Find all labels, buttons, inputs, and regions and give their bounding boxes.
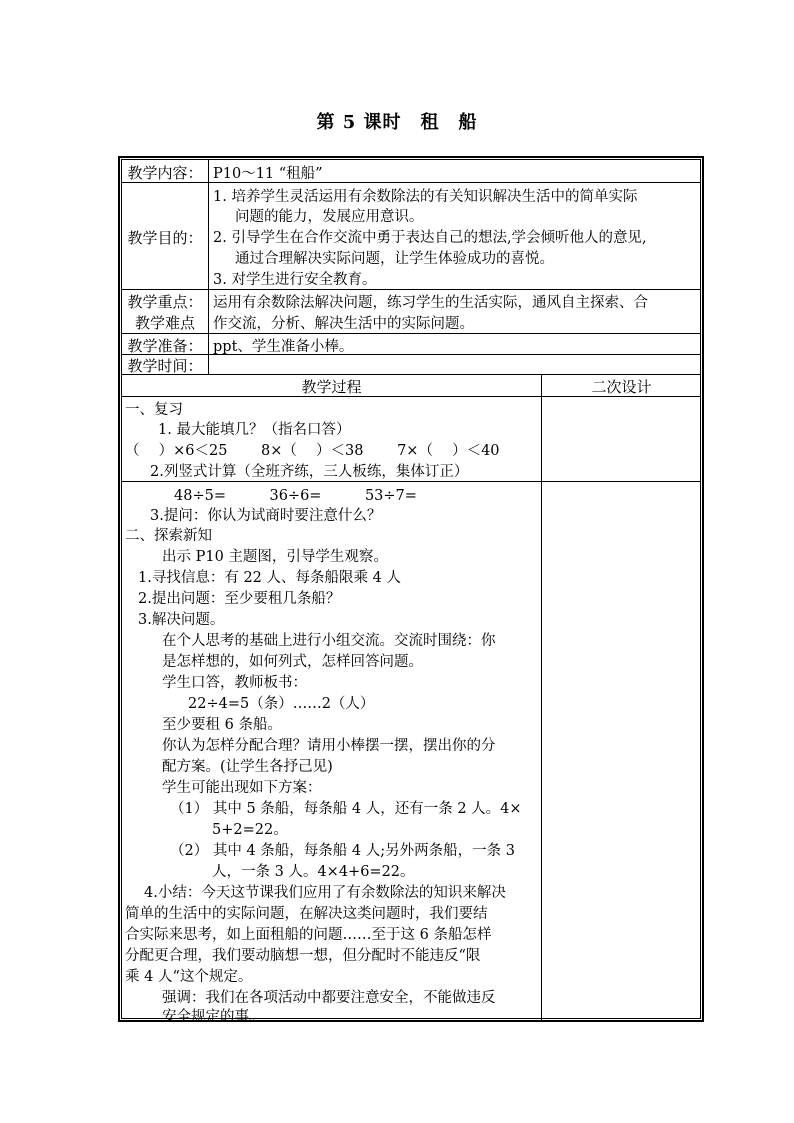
process-line: 学生口答，教师板书： bbox=[162, 675, 307, 691]
process-line: 人，一条 3 人。4×4+6=22。 bbox=[212, 864, 415, 880]
process-line: 3.解决问题。 bbox=[138, 612, 225, 628]
process-line: 4.小结：今天这节课我们应用了有余数除法的知识来解决 bbox=[144, 885, 506, 901]
objective-line: 3. 对学生进行安全教育。 bbox=[213, 272, 377, 288]
process-line: 3.提问：你认为试商时要注意什么？ bbox=[150, 508, 382, 524]
second-design-header: 二次设计 bbox=[591, 378, 652, 396]
content-label: 教学内容： bbox=[127, 164, 203, 182]
key-points-line: 作交流，分析、解决生活中的实际问题。 bbox=[213, 316, 474, 332]
process-line: 安全规定的事。 bbox=[162, 1009, 264, 1025]
process-line: 1.寻找信息：有 22 人、每条船限乘 4 人 bbox=[138, 570, 401, 586]
process-line: 二、探索新知 bbox=[125, 528, 212, 544]
process-line: 你认为怎样分配合理？请用小棒摆一摆，摆出你的分 bbox=[162, 738, 496, 754]
process-line: 合实际来思考，如上面租船的问题……至于这 6 条船怎样 bbox=[125, 927, 492, 943]
process-line: 22÷4=5（条）……2（人） bbox=[188, 696, 375, 712]
lesson-plan-table bbox=[121, 159, 701, 1025]
content-value: P10～11 “租船” bbox=[213, 166, 323, 182]
process-line: 分配更合理，我们要动脑想一想，但分配时不能违反“限 bbox=[125, 948, 481, 964]
process-line: 一、复习 bbox=[125, 402, 183, 418]
objectives-label: 教学目的： bbox=[127, 229, 203, 247]
process-line: 学生可能出现如下方案： bbox=[162, 780, 322, 796]
process-line: 出示 P10 主题图，引导学生观察。 bbox=[162, 549, 388, 565]
page-title: 第 5 课时 租 船 bbox=[316, 112, 478, 133]
process-line: 5+2=22。 bbox=[212, 822, 288, 838]
process-header: 教学过程 bbox=[301, 378, 362, 396]
process-line: 在个人思考的基础上进行小组交流。交流时围绕：你 bbox=[162, 633, 496, 649]
process-line: 2.列竖式计算（全班齐练，三人板练，集体订正） bbox=[150, 464, 469, 480]
process-line: 简单的生活中的实际问题，在解决这类问题时，我们要结 bbox=[125, 906, 488, 922]
process-line: 2.提出问题：至少要租几条船？ bbox=[138, 591, 341, 607]
objective-line: 通过合理解决实际问题，让学生体验成功的喜悦。 bbox=[235, 251, 554, 267]
process-line: （1） 其中 5 条船，每条船 4 人，还有一条 2 人。4× bbox=[170, 801, 522, 817]
label-column-divider bbox=[208, 160, 209, 374]
process-line: 配方案。(让学生各抒己见) bbox=[162, 759, 333, 775]
process-line: 1. 最大能填几？（指名口答） bbox=[158, 422, 351, 438]
design-column-divider bbox=[541, 374, 542, 1020]
process-line: 强调：我们在各项活动中都要注意安全，不能做违反 bbox=[162, 990, 496, 1006]
difficulties-label: 教学难点 bbox=[134, 314, 195, 332]
row-divider bbox=[122, 481, 700, 482]
objective-line: 2. 引导学生在合作交流中勇于表达自己的想法,学会倾听他人的意见, bbox=[213, 230, 647, 246]
objective-line: 1. 培养学生灵活运用有余数除法的有关知识解决生活中的简单实际 bbox=[213, 189, 638, 205]
process-line: 48÷5= 36÷6= 53÷7= bbox=[174, 488, 417, 504]
preparation-label: 教学准备： bbox=[127, 337, 203, 355]
process-line: （ ）×6＜25 8×（ ）＜38 7×（ ）＜40 bbox=[125, 443, 500, 459]
time-label: 教学时间： bbox=[127, 357, 203, 375]
key-points-line: 运用有余数除法解决问题，练习学生的生活实际，通风自主探索、合 bbox=[213, 295, 648, 311]
process-line: 乘 4 人“这个规定。 bbox=[125, 969, 253, 985]
process-line: 至少要租 6 条船。 bbox=[162, 717, 282, 733]
row-divider bbox=[122, 374, 700, 375]
preparation-value: ppt、学生准备小棒。 bbox=[213, 339, 354, 355]
key-points-label: 教学重点： bbox=[127, 293, 203, 311]
objective-line: 问题的能力，发展应用意识。 bbox=[235, 209, 424, 225]
process-line: （2） 其中 4 条船，每条船 4 人;另外两条船，一条 3 bbox=[170, 843, 515, 859]
process-line: 是怎样想的，如何列式，怎样回答问题。 bbox=[162, 654, 423, 670]
